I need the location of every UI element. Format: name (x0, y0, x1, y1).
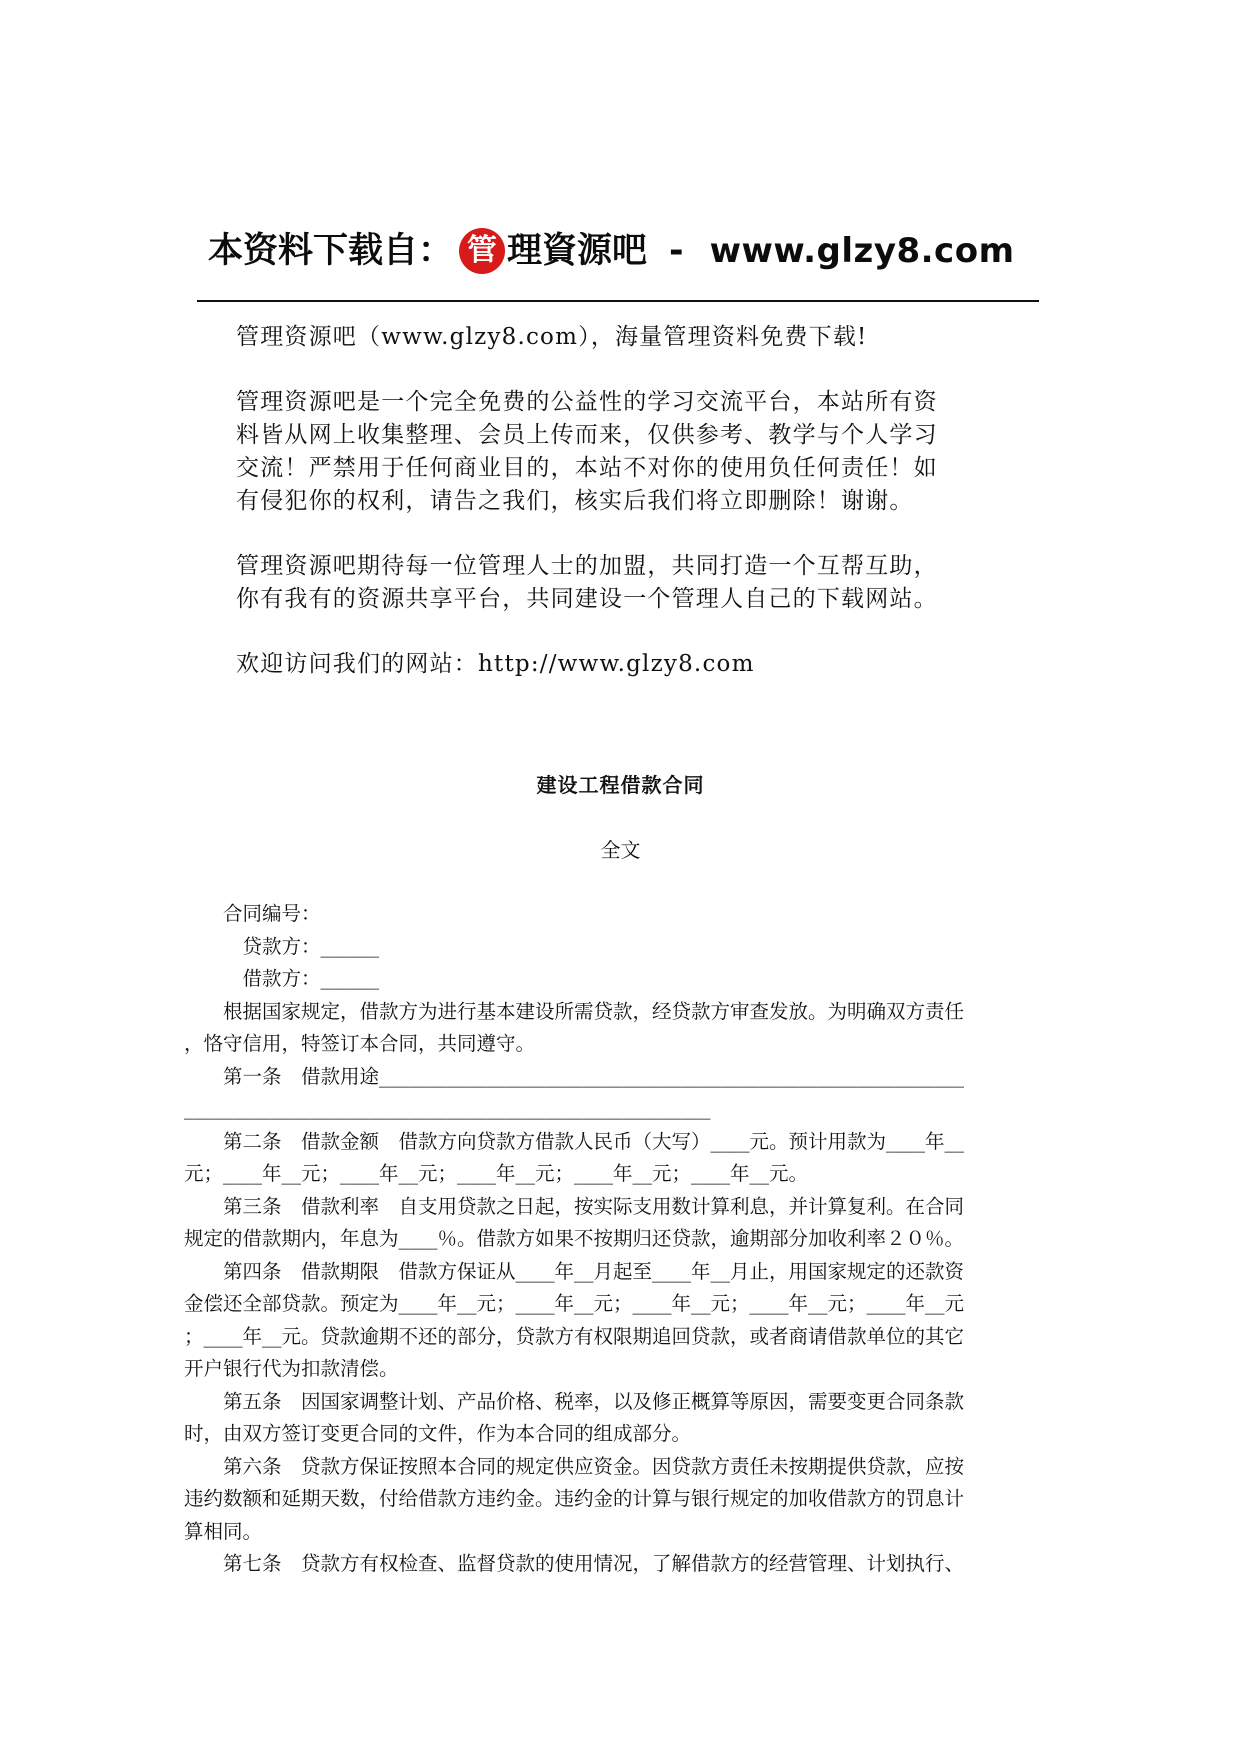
contract-line: ，恪守信用，特签订本合同，共同遵守。 (184, 1032, 536, 1055)
promo-invitation-line: 你有我有的资源共享平台，共同建设一个管理人自己的下载网站。 (236, 586, 938, 612)
promo-visit-link[interactable]: 欢迎访问我们的网站：http://www.glzy8.com (236, 651, 755, 677)
document-subtitle: 全文 (600, 838, 641, 862)
download-banner (208, 222, 1028, 278)
promo-intro (236, 321, 1016, 354)
contract-line: 时，由双方签订变更合同的文件，作为本合同的组成部分。 (184, 1422, 692, 1445)
contract-line: 算相同。 (184, 1519, 263, 1543)
contract-line: ______________________________________________________ (184, 1097, 711, 1120)
contract-line: 借款方：______ (184, 967, 380, 990)
banner-prefix: 本资料下载自： (208, 231, 454, 271)
contract-line: 开户银行代为扣款清偿。 (184, 1357, 399, 1380)
site-logo-icon: 管 (459, 228, 505, 274)
contract-line: 第六条 贷款方保证按照本合同的规定供应资金。因贷款方责任未按期提供贷款，应按 (184, 1454, 965, 1478)
contract-body (184, 898, 1062, 1581)
promo-disclaimer-line: 有侵犯你的权利，请告之我们，核实后我们将立即删除！谢谢。 (236, 488, 914, 514)
promo-intro-line: 管理资源吧（www.glzy8.com），海量管理资料免费下载! (236, 324, 868, 350)
contract-line: 第三条 借款利率 自支用贷款之日起，按实际支用数计算利息，并计算复利。在合同 (184, 1194, 965, 1218)
contract-line: 违约数额和延期天数，付给借款方违约金。违约金的计算与银行规定的加收借款方的罚息计 (184, 1487, 965, 1510)
contract-line: 根据国家规定，借款方为进行基本建设所需贷款，经贷款方审查发放。为明确双方责任 (184, 999, 965, 1023)
contract-line: 规定的借款期内，年息为____％。借款方如果不按期归还贷款，逾期部分加收利率２０％。 (184, 1227, 965, 1250)
banner-dash: - (669, 231, 684, 271)
header-divider (197, 300, 1039, 302)
promo-invitation-line: 管理资源吧期待每一位管理人士的加盟，共同打造一个互帮互助， (236, 553, 938, 579)
contract-line: 元；____年__元；____年__元；____年__元；____年__元；____年__元。 (184, 1162, 809, 1185)
promo-disclaimer-line: 料皆从网上收集整理、会员上传而来，仅供参考、教学与个人学习 (236, 422, 938, 448)
contract-line: ；____年__元。贷款逾期不还的部分，贷款方有权限期追回贷款，或者商请借款单位的其它 (184, 1324, 965, 1348)
promo-invitation (236, 550, 1016, 616)
promo-disclaimer-line: 管理资源吧是一个完全免费的公益性的学习交流平台，本站所有资 (236, 389, 938, 415)
contract-line: 第四条 借款期限 借款方保证从____年__月起至____年__月止，用国家规定的还款资 (184, 1259, 965, 1283)
contract-line: 第一条 借款用途____________________________________________________________ (184, 1064, 965, 1088)
contract-line: 第二条 借款金额 借款方向贷款方借款人民币（大写）____元。预计用款为____年__ (184, 1129, 965, 1153)
contract-line: 合同编号： (184, 902, 321, 925)
document-title: 建设工程借款合同 (536, 773, 705, 797)
contract-line: 金偿还全部贷款。预定为____年__元；____年__元；____年__元；____年__元；____年__元 (184, 1292, 965, 1315)
contract-line: 第七条 贷款方有权检查、监督贷款的使用情况，了解借款方的经营管理、计划执行、 (184, 1552, 965, 1575)
promo-disclaimer (236, 386, 1016, 518)
promo-visit (236, 648, 1016, 681)
contract-line: 贷款方：______ (184, 934, 380, 958)
banner-site-name: 理資源吧 (507, 231, 648, 271)
banner-url[interactable]: www.glzy8.com (709, 231, 1015, 271)
contract-line: 第五条 因国家调整计划、产品价格、税率，以及修正概算等原因，需要变更合同条款 (184, 1389, 965, 1413)
promo-disclaimer-line: 交流！严禁用于任何商业目的，本站不对你的使用负任何责任！如 (236, 455, 938, 481)
